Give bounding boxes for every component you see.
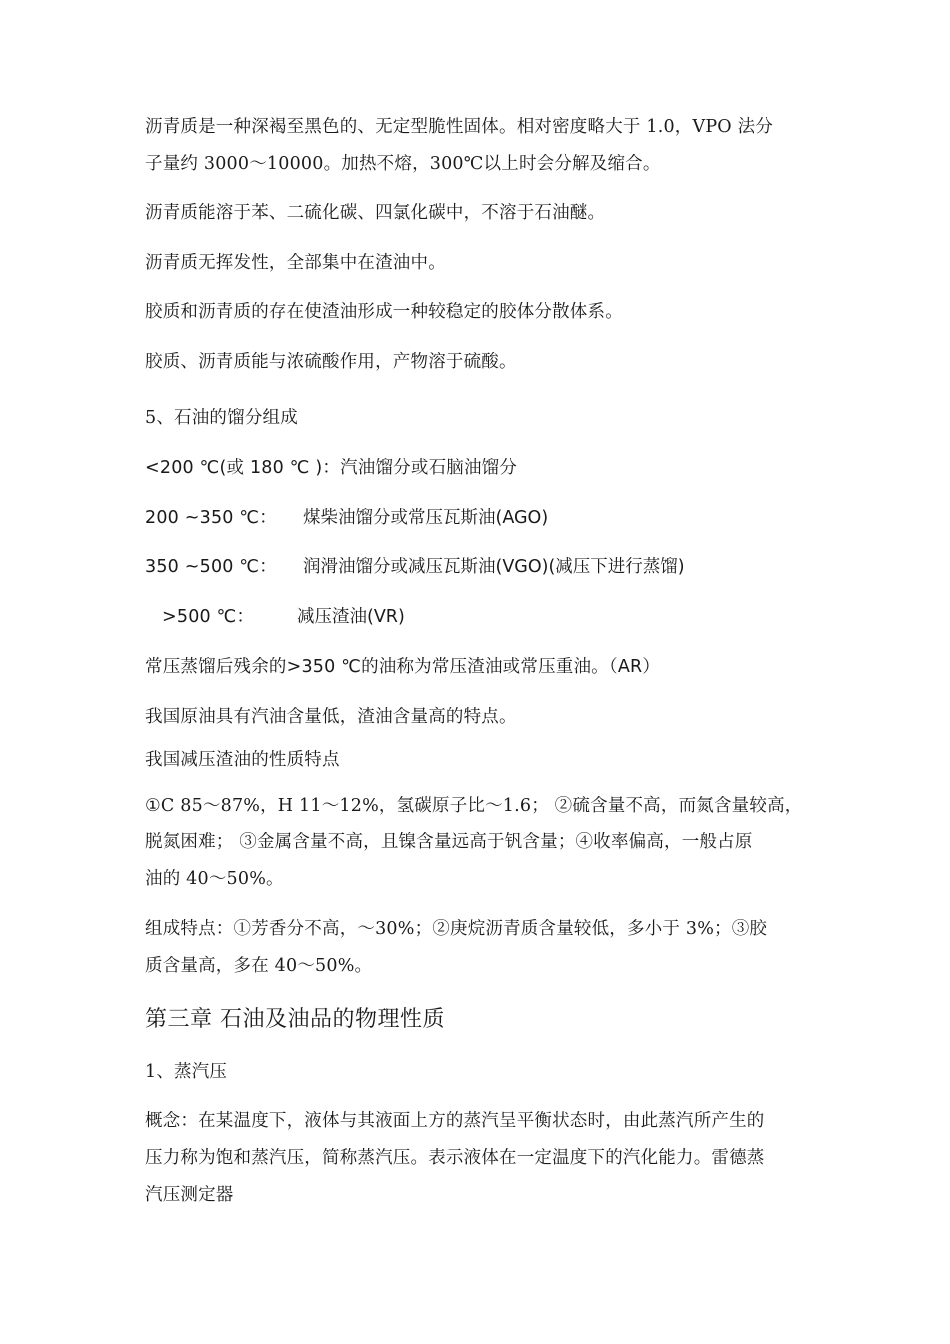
chapter-title: 第三章 石油及油品的物理性质 <box>145 1007 445 1032</box>
fraction-ago-desc: 煤柴油馏分或常压瓦斯油(AGO) <box>303 508 549 528</box>
fraction-vgo-range: 350 ~500 ℃： <box>145 557 277 577</box>
china-crude-feature: 我国原油具有汽油含量低，渣油含量高的特点。 <box>145 707 517 727</box>
vr-properties-line-2: 脱氮困难； ③金属含量不高，且镍含量远高于钒含量；④收率偏高，一般占原 <box>145 832 753 852</box>
sulfuric-acid-reaction: 胶质、沥青质能与浓硫酸作用，产物溶于硫酸。 <box>145 352 517 372</box>
vapor-pressure-def-line-1: 概念：在某温度下，液体与其液面上方的蒸汽呈平衡状态时，由此蒸汽所产生的 <box>145 1111 765 1131</box>
fraction-vgo-desc: 润滑油馏分或减压瓦斯油(VGO)(减压下进行蒸馏) <box>303 557 685 577</box>
asphaltene-volatility: 沥青质无挥发性，全部集中在渣油中。 <box>145 253 446 273</box>
vapor-pressure-def-line-3: 汽压测定器 <box>145 1185 234 1205</box>
vr-properties-heading: 我国减压渣油的性质特点 <box>145 750 340 770</box>
fraction-ago-range: 200 ~350 ℃： <box>145 508 277 528</box>
composition-line-1: 组成特点：①芳香分不高，～30%；②庚烷沥青质含量较低，多小于 3%；③胶 <box>145 919 768 939</box>
asphaltene-paragraph-1-line-1: 沥青质是一种深褐至黑色的、无定型脆性固体。相对密度略大于 1.0，VPO 法分 <box>145 117 774 137</box>
vr-properties-line-1: ①C 85～87%，H 11～12%，氢碳原子比～1.6； ②硫含量不高，而氮含量较高， <box>145 796 803 816</box>
fraction-vr-range: >500 ℃： <box>162 607 255 627</box>
composition-line-2: 质含量高，多在 40～50%。 <box>145 956 373 976</box>
vapor-pressure-def-line-2: 压力称为饱和蒸汽压，简称蒸汽压。表示液体在一定温度下的汽化能力。雷德蒸 <box>145 1148 765 1168</box>
fractions-heading: 5、石油的馏分组成 <box>145 408 298 428</box>
fraction-vr-desc: 减压渣油(VR) <box>297 607 405 627</box>
asphaltene-solubility: 沥青质能溶于苯、二硫化碳、四氯化碳中，不溶于石油醚。 <box>145 203 606 223</box>
vapor-pressure-heading: 1、蒸汽压 <box>145 1062 228 1082</box>
colloid-system: 胶质和沥青质的存在使渣油形成一种较稳定的胶体分散体系。 <box>145 302 623 322</box>
fraction-gasoline: <200 ℃(或 180 ℃ )：汽油馏分或石脑油馏分 <box>145 458 518 478</box>
vr-properties-line-3: 油的 40～50%。 <box>145 869 284 889</box>
atmospheric-residue: 常压蒸馏后残余的>350 ℃的油称为常压渣油或常压重油。（AR） <box>145 657 661 677</box>
asphaltene-paragraph-1-line-2: 子量约 3000～10000。加热不熔，300℃以上时会分解及缩合。 <box>145 154 661 174</box>
